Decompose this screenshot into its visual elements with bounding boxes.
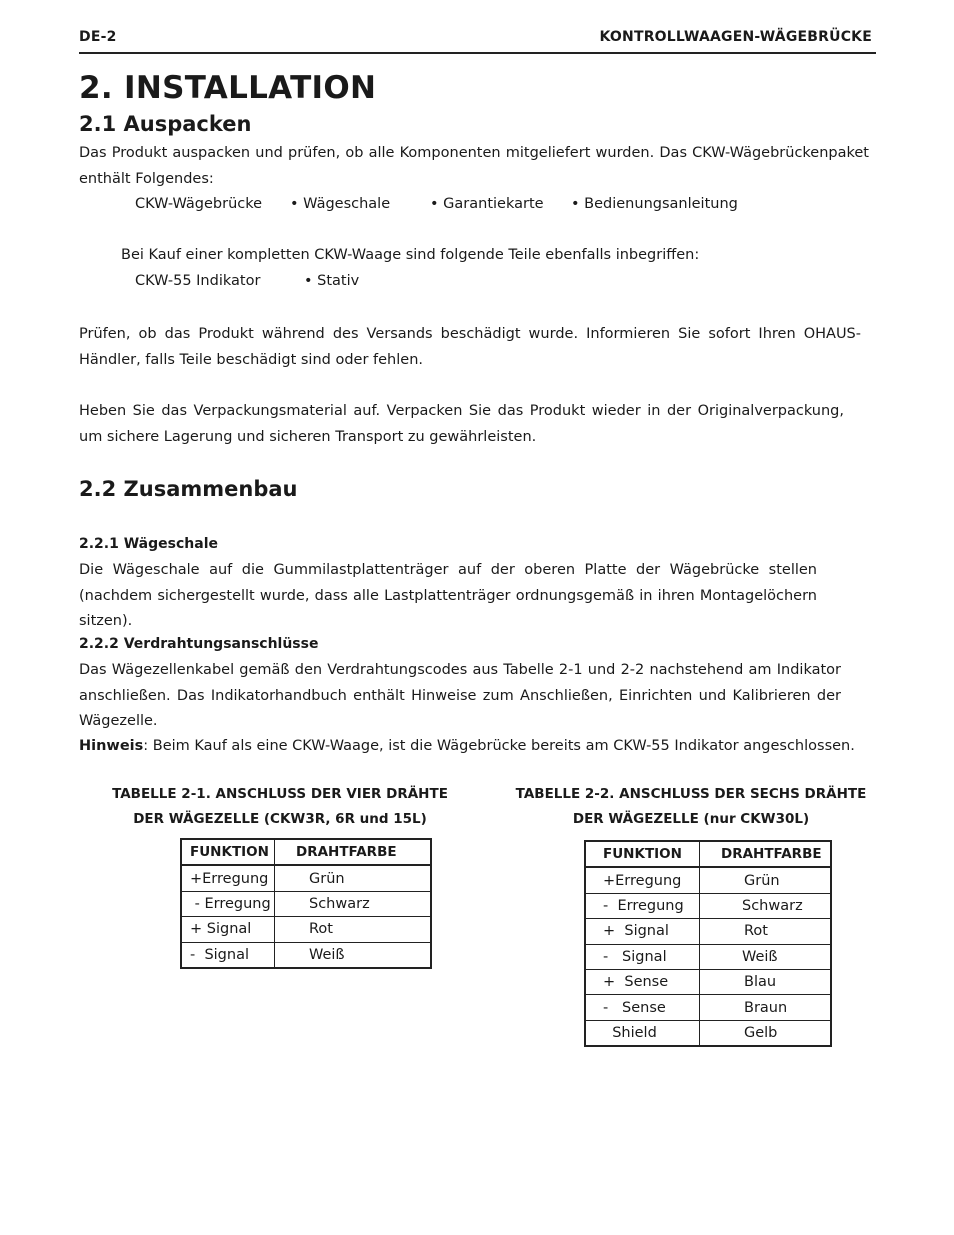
table-cell: +Erregung bbox=[181, 865, 275, 891]
table-row bbox=[181, 942, 431, 968]
table-cell: - Erregung bbox=[585, 893, 700, 918]
table2-caption bbox=[505, 782, 877, 832]
section-heading-auspacken: 2.1 Auspacken bbox=[79, 112, 252, 136]
note-text: : Beim Kauf als eine CKW-Waage, ist die Wägebrücke bereits am CKW-55 Indikator angeschlossen. bbox=[143, 738, 855, 754]
table-row bbox=[585, 944, 831, 969]
table-header-cell: DRAHTFARBE bbox=[275, 839, 432, 865]
page-number: DE-2 bbox=[79, 29, 117, 45]
paragraph-complete-scale: Bei Kauf einer kompletten CKW-Waage sind folgende Teile ebenfalls inbegriffen: bbox=[121, 247, 700, 263]
chapter-title: 2. INSTALLATION bbox=[79, 70, 377, 106]
paragraph-packing: Heben Sie das Verpackungsmaterial auf. Verpacken Sie das Produkt wieder in der Originalverpackung, um sichere Lagerung und sicheren Transport zu gewährleisten. bbox=[79, 403, 844, 445]
running-title: KONTROLLWAAGEN-WÄGEBRÜCKE bbox=[599, 29, 872, 45]
table-cell: Weiß bbox=[700, 944, 832, 969]
table-six-wire bbox=[584, 840, 832, 1047]
table-row bbox=[585, 995, 831, 1020]
list-item: • Wägeschale bbox=[290, 196, 391, 212]
list-item: • Stativ bbox=[304, 273, 360, 289]
table-header-cell: DRAHTFARBE bbox=[700, 841, 832, 867]
table-header-row bbox=[585, 841, 831, 867]
table2-caption-line2: DER WÄGEZELLE (nur CKW30L) bbox=[572, 811, 810, 827]
table-row bbox=[181, 917, 431, 942]
table-cell: + Sense bbox=[585, 969, 700, 994]
subsection-heading-waegeschale: 2.2.1 Wägeschale bbox=[79, 536, 218, 552]
table-four-wire bbox=[180, 838, 432, 969]
paragraph-intro: Das Produkt auspacken und prüfen, ob alle Komponenten mitgeliefert wurden. Das CKW-Wägebrückenpaket enthält Folgendes: bbox=[79, 145, 869, 187]
paragraph-verdrahtung: Das Wägezellenkabel gemäß den Verdrahtungscodes aus Tabelle 2-1 und 2-2 nachstehend am Indikator anschließen. Das Indikatorhandbuch enthält Hinweise zum Anschließen, Einrichten und Kalibrieren der Wägezelle. bbox=[79, 662, 841, 729]
table-cell: - Sense bbox=[585, 995, 700, 1020]
table-cell: Blau bbox=[700, 969, 832, 994]
table-cell: Shield bbox=[585, 1020, 700, 1046]
table-header-cell: FUNKTION bbox=[181, 839, 275, 865]
table-row bbox=[585, 969, 831, 994]
list-item: • Garantiekarte bbox=[430, 196, 544, 212]
table-cell: Schwarz bbox=[700, 893, 832, 918]
table-header-row bbox=[181, 839, 431, 865]
paragraph-damage: Prüfen, ob das Produkt während des Versands beschädigt wurde. Informieren Sie sofort Ihren OHAUS-Händler, falls Teile beschädigt sind oder fehlen. bbox=[79, 326, 861, 368]
table-row bbox=[181, 865, 431, 891]
subsection-heading-verdrahtung: 2.2.2 Verdrahtungsanschlüsse bbox=[79, 636, 319, 652]
table-cell: - Signal bbox=[585, 944, 700, 969]
table-cell: - Signal bbox=[181, 942, 275, 968]
list-item: CKW-Wägebrücke bbox=[135, 196, 263, 212]
table-row bbox=[585, 1020, 831, 1046]
table-cell: + Signal bbox=[181, 917, 275, 942]
table-row bbox=[585, 893, 831, 918]
list-item: CKW-55 Indikator bbox=[135, 273, 261, 289]
table-cell: Grün bbox=[275, 865, 432, 891]
table-cell: Schwarz bbox=[275, 891, 432, 916]
table-cell: Rot bbox=[700, 919, 832, 944]
table1-caption-line1: TABELLE 2-1. ANSCHLUSS DER VIER DRÄHTE bbox=[112, 786, 448, 802]
table-cell: - Erregung bbox=[181, 891, 275, 916]
table-cell: +Erregung bbox=[585, 867, 700, 893]
table2-caption-line1: TABELLE 2-2. ANSCHLUSS DER SECHS DRÄHTE bbox=[515, 786, 867, 802]
table-cell: Grün bbox=[700, 867, 832, 893]
table-row bbox=[585, 867, 831, 893]
table1-caption-line2: DER WÄGEZELLE (CKW3R, 6R und 15L) bbox=[133, 811, 427, 827]
note-label: Hinweis bbox=[79, 738, 144, 754]
table-cell: Braun bbox=[700, 995, 832, 1020]
table1-caption bbox=[100, 782, 460, 832]
table-header-cell: FUNKTION bbox=[585, 841, 700, 867]
table-row bbox=[585, 919, 831, 944]
paragraph-waegeschale: Die Wägeschale auf die Gummilastplattenträger auf der oberen Platte der Wägebrücke stellen (nachdem sichergestellt wurde, dass alle Lastplattenträger ordnungsgemäß in ihren Montagelöchern sitzen). bbox=[79, 562, 817, 629]
table-cell: Gelb bbox=[700, 1020, 832, 1046]
note bbox=[79, 738, 855, 754]
table-row bbox=[181, 891, 431, 916]
table-cell: Rot bbox=[275, 917, 432, 942]
table-cell: + Signal bbox=[585, 919, 700, 944]
section-heading-zusammenbau: 2.2 Zusammenbau bbox=[79, 477, 298, 501]
table-cell: Weiß bbox=[275, 942, 432, 968]
header-rule bbox=[79, 52, 876, 54]
list-item: • Bedienungsanleitung bbox=[571, 196, 738, 212]
